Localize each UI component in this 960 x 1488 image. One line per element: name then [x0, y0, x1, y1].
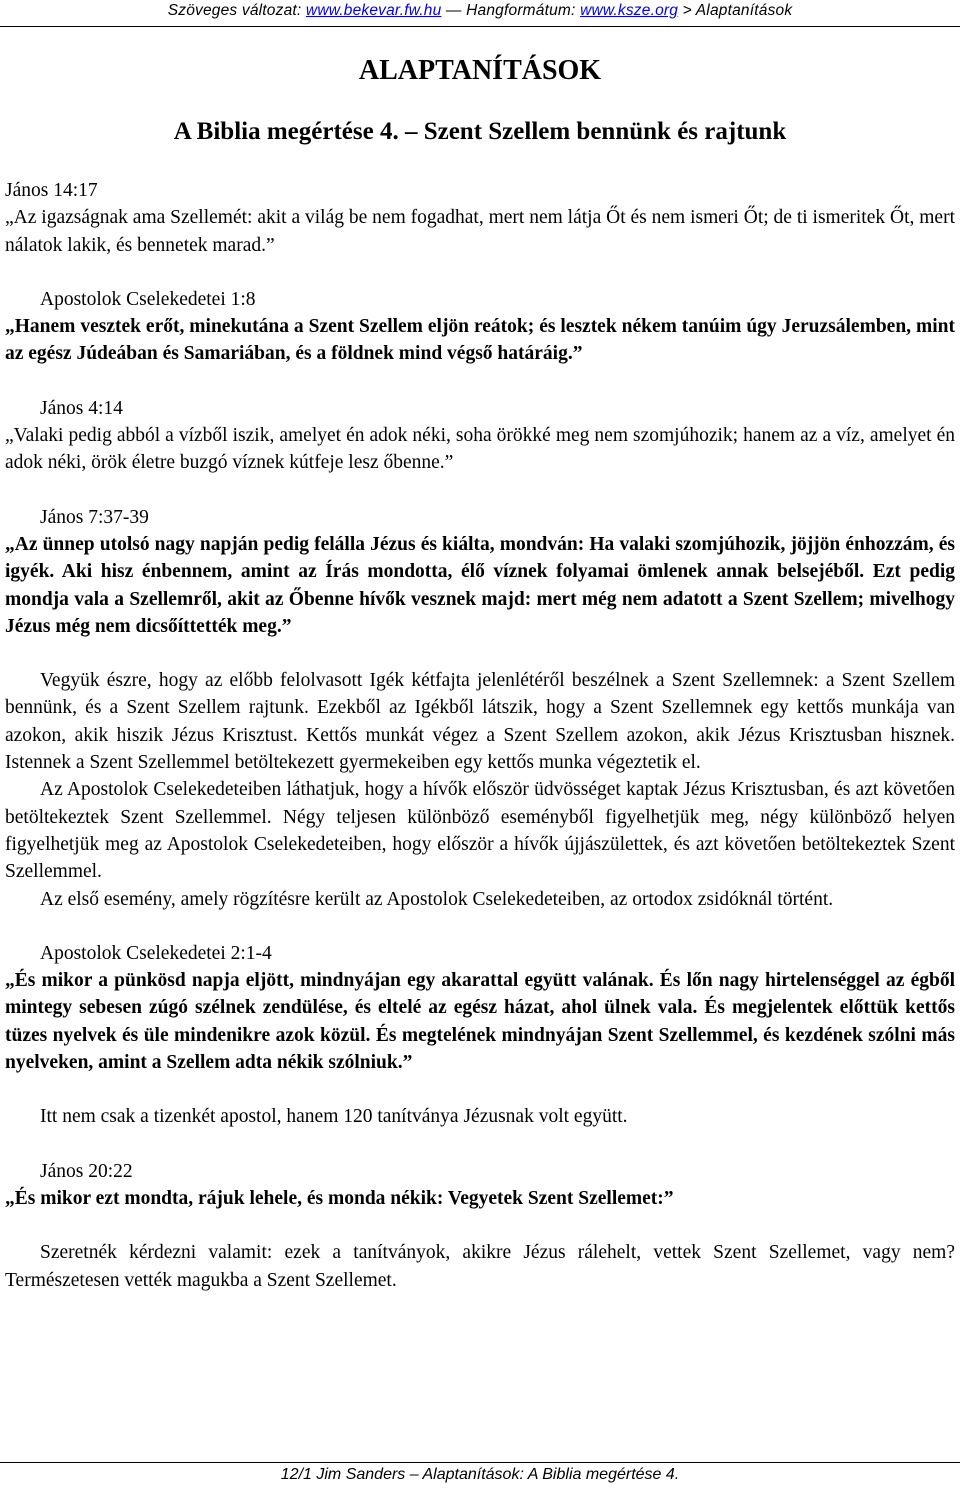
page-footer: 12/1 Jim Sanders – Alaptanítások: A Biblia megértése 4. [280, 1466, 680, 1483]
header-suffix: > Alaptanítások [678, 2, 793, 19]
verse-reference: János 14:17 [5, 180, 98, 201]
verse-text: „És mikor a pünkösd napja eljött, mindnyájan egy akarattal együtt valának. És lőn nagy hirtelenséggel az égből mintegy sebesen zúgó szélnek zendülése, és eltelé az egész házat, ahol ülnek vala. És megjelentek előttük kettős tüzes nyelvek és üle mindenikre azok közül. És megtelének mindnyájan Szent Szellemmel, és kezdének szólni más nyelveken, amint a Szellem adta nékik szólniuk.” [5, 970, 955, 1074]
body-paragraph: Az Apostolok Cselekedeteiben láthatjuk, hogy a hívők először üdvösséget kaptak Jézus Krisztusban, és azt követően betöltekeztek Szent Szellemmel. Négy teljesen különböző eseményből figyelhetjük meg, négy különböző helyen figyelhetjük meg az Apostolok Cselekedeteiben, hogy először a hívők újjászülettek, és azt követően betöltekeztek Szent Szellemmel. [5, 779, 955, 883]
page-subtitle: A Biblia megértése 4. – Szent Szellem bennünk és rajtunk [173, 118, 787, 145]
page-title: ALAPTANÍTÁSOK [358, 55, 602, 86]
verse-reference: János 7:37-39 [40, 506, 149, 528]
body-paragraph: Vegyük észre, hogy az előbb felolvasott Igék kétfajta jelenlétéről beszélnek a Szent Szellemnek: a Szent Szellem bennünk, és a Szent Szellem rajtunk. Ezekből az Igékből látszik, hogy a Szent Szellemnek egy kettős munkája van azokon, akik hiszik Jézus Krisztust. Kettős munkát végez a Szent Szellem azokon, akik Jézus Krisztusban hisznek. Istennek a Szent Szellemmel betöltekezett gyermekeiben egy kettős munka végeztetik el. [5, 670, 955, 774]
main-content [5, 177, 955, 1294]
ksze-link[interactable]: www.ksze.org [580, 2, 679, 19]
body-paragraph: Az első esemény, amely rögzítésre került az Apostolok Cselekedeteiben, az ortodox zsidóknál történt. [40, 888, 834, 910]
verse-text: „Az ünnep utolsó nagy napján pedig felálla Jézus és kiálta, mondván: Ha valaki szomjúhozik, jöjjön énhozzám, és igyék. Aki hisz énbennem, amint az Írás mondotta, élő víznek folyamai ömlenek annak belsejéből. Ezt pedig mondja vala a Szellemről, akit az Őbenne hívők vesznek majd: mert még nem adatott a Szent Szellem; mivelhogy Jézus még nem dicsőíttették meg.” [5, 533, 955, 637]
header-divider [0, 26, 960, 27]
footer-divider [0, 1462, 960, 1463]
bekevar-link[interactable]: www.bekevar.fw.hu [305, 2, 442, 19]
body-paragraph: Itt nem csak a tizenkét apostol, hanem 120 tanítványa Jézusnak volt együtt. [40, 1106, 628, 1128]
verse-text: „Az igazságnak ama Szellemét: akit a világ be nem fogadhat, mert nem látja Őt és nem ismeri Őt; de ti ismeritek Őt, mert nálatok lakik, és bennetek marad.” [5, 207, 955, 256]
verse-text: „Hanem vesztek erőt, minekutána a Szent Szellem eljön reátok; és lesztek nékem tanúim úgy Jeruzsálemben, mint az egész Júdeában és Samariában, és a földnek mind végső határáig.” [5, 316, 955, 365]
header-middle: — Hangformátum: [441, 2, 581, 19]
verse-text: „És mikor ezt mondta, rájuk lehele, és monda nékik: Vegyetek Szent Szellemet:” [5, 1187, 674, 1209]
verse-reference: Apostolok Cselekedetei 2:1-4 [40, 942, 272, 964]
body-paragraph: Szeretnék kérdezni valamit: ezek a tanítványok, akikre Jézus rálehelt, vettek Szent Szellemet, vagy nem? Természetesen vették magukba a Szent Szellemet. [5, 1242, 955, 1291]
verse-reference: János 4:14 [40, 397, 123, 419]
verse-text: „Valaki pedig abból a vízből iszik, amelyet én adok néki, soha örökké meg nem szomjúhozik; hanem az a víz, amelyet én adok néki, örök életre buzgó víznek kútfeje lesz őbenne.” [5, 425, 955, 474]
verse-reference: János 20:22 [40, 1160, 133, 1182]
page-header [0, 2, 960, 20]
verse-reference: Apostolok Cselekedetei 1:8 [40, 288, 256, 310]
header-prefix: Szöveges változat: [167, 2, 306, 19]
